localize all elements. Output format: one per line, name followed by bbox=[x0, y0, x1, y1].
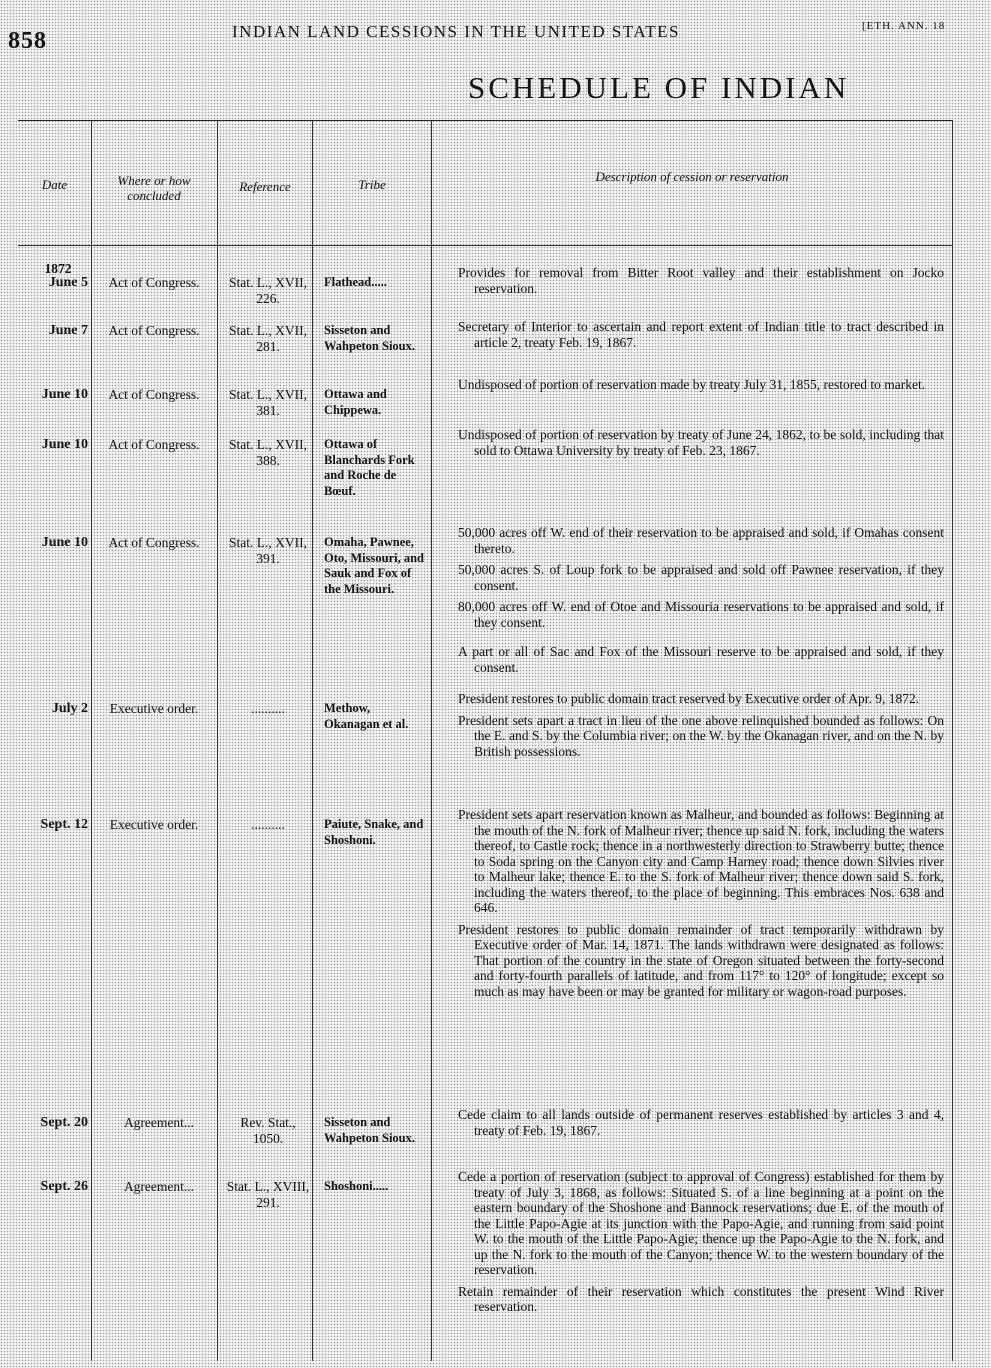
row-description bbox=[458, 265, 944, 302]
row-reference: Stat. L., XVII, 381. bbox=[229, 387, 307, 418]
column-divider bbox=[952, 121, 953, 1361]
row-where: Act of Congress. bbox=[108, 437, 200, 452]
row-date: Sept. 12 bbox=[40, 817, 88, 832]
row-description bbox=[458, 525, 944, 681]
row-reference: Stat. L., XVII, 391. bbox=[229, 535, 307, 566]
column-divider bbox=[312, 121, 313, 1361]
cession-table bbox=[18, 120, 953, 1361]
row-where: Executive order. bbox=[109, 817, 199, 832]
column-divider bbox=[91, 121, 92, 1361]
description-paragraph: A part or all of Sac and Fox of the Missouri reserve to be appraised and sold, if they consent. bbox=[458, 644, 944, 675]
row-description bbox=[458, 427, 944, 464]
schedule-title: SCHEDULE OF INDIAN bbox=[468, 70, 850, 105]
col-header-description: Description of cession or reservation bbox=[595, 169, 789, 184]
row-date: Sept. 26 bbox=[40, 1179, 88, 1194]
row-description bbox=[458, 319, 944, 356]
col-header-tribe: Tribe bbox=[358, 177, 386, 192]
row-reference: Rev. Stat., 1050. bbox=[240, 1115, 296, 1146]
description-paragraph: Cede a portion of reservation (subject to approval of Congress) established for them by treaty of July 3, 1868, as follows: Situated S. of a line beginning at a point on the eastern boundary of the Shoshone and Bannock reservations; due E. of the mouth of the Little Papo-Agie at its junction with the Papo-Agie, and running from said point W. to the mouth of the Little Papo-Agie; thence up the Papo-Agie to the N. fork, and up the N. fork to the mouth of the Canyon; thence W. to the western boundary of the reservation. bbox=[458, 1169, 944, 1277]
description-paragraph: Cede claim to all lands outside of permanent reserves established by articles 3 and 4, treaty of Feb. 19, 1867. bbox=[458, 1107, 944, 1138]
description-paragraph: President sets apart a tract in lieu of the one above relinquished bounded as follows: On the E. and S. by the Columbia river; on the W. by the Okanagan river, and on the N. by British possessions. bbox=[458, 712, 944, 759]
row-description bbox=[458, 691, 944, 765]
row-reference: .......... bbox=[251, 817, 285, 832]
row-date: June 10 bbox=[41, 437, 88, 452]
row-reference: Stat. L., XVIII, 291. bbox=[226, 1179, 310, 1210]
column-divider bbox=[431, 121, 432, 1361]
running-title: INDIAN LAND CESSIONS IN THE UNITED STATES bbox=[232, 22, 680, 41]
col-header-reference: Reference bbox=[239, 179, 291, 194]
page-number: 858 bbox=[8, 28, 47, 54]
row-reference: Stat. L., XVII, 226. bbox=[229, 275, 307, 306]
row-description bbox=[458, 807, 944, 1005]
row-description bbox=[458, 377, 944, 399]
row-where: Agreement... bbox=[123, 1179, 195, 1194]
row-date: June 10 bbox=[41, 387, 88, 402]
row-tribe: Omaha, Pawnee, Oto, Missouri, and Sauk and Fox of the Missouri. bbox=[324, 535, 425, 596]
row-date: June 10 bbox=[41, 535, 88, 550]
description-paragraph: 50,000 acres off W. end of their reservation to be appraised and sold, if Omahas consent thereto. bbox=[458, 525, 944, 556]
description-paragraph: President sets apart reservation known as Malheur, and bounded as follows: Beginning at the mouth of the N. fork of Malheur river; thence up said N. fork, including the waters thereof, to Castle rock; thence in a northwesterly direction to Strawberry butte; thence to Soda spring on the Canyon city and Camp Harney road; thence down Silvies river to Malheur lake; thence E. to the S. fork of Malheur river; thence down said S. fork, including the waters thereof, to the place of beginning. This embraces Nos. 638 and 646. bbox=[458, 807, 944, 915]
row-tribe: Sisseton and Wahpeton Sioux. bbox=[324, 323, 416, 353]
row-date: June 5 bbox=[48, 275, 88, 290]
row-where: Act of Congress. bbox=[108, 275, 200, 290]
row-where: Act of Congress. bbox=[108, 387, 200, 402]
row-tribe: Flathead..... bbox=[324, 275, 387, 289]
year-label: 1872 bbox=[44, 261, 72, 276]
row-tribe: Paiute, Snake, and Shoshoni. bbox=[324, 817, 424, 847]
row-tribe: Ottawa and Chippewa. bbox=[324, 387, 387, 417]
description-paragraph: President restores to public domain tract reserved by Executive order of Apr. 9, 1872. bbox=[458, 691, 920, 706]
row-reference: Stat. L., XVII, 388. bbox=[229, 437, 307, 468]
description-paragraph: Retain remainder of their reservation which constitutes the present Wind River reservation. bbox=[458, 1283, 944, 1314]
row-description bbox=[458, 1169, 944, 1321]
column-divider bbox=[217, 121, 218, 1361]
report-label: [ETH. ANN. 18 bbox=[862, 20, 946, 32]
row-where: Act of Congress. bbox=[108, 323, 200, 338]
description-paragraph: 80,000 acres off W. end of Otoe and Missouria reservations to be appraised and sold, if they consent. bbox=[458, 599, 944, 630]
description-paragraph: President restores to public domain remainder of tract temporarily withdrawn by Executive order of Mar. 14, 1871. The lands withdrawn were designated as follows: That portion of the country in the state of Oregon situated between the forty-second and forty-fourth parallels of latitude, and from 117° to 120° of longitude; except so much as may have been or may be granted for military or wagon-road purposes. bbox=[458, 921, 944, 999]
row-reference: .......... bbox=[251, 701, 285, 716]
row-where: Executive order. bbox=[109, 701, 199, 716]
col-header-date: Date bbox=[41, 177, 68, 192]
col-header-where: Where or how concluded bbox=[117, 173, 191, 203]
header-rule bbox=[18, 245, 953, 246]
running-header bbox=[0, 8, 991, 54]
row-description bbox=[458, 1107, 944, 1144]
row-tribe: Shoshoni..... bbox=[324, 1179, 389, 1193]
description-paragraph: 50,000 acres S. of Loup fork to be appraised and sold off Pawnee reservation, if they consent. bbox=[458, 562, 944, 593]
row-date: July 2 bbox=[51, 701, 88, 716]
row-where: Act of Congress. bbox=[108, 535, 200, 550]
row-tribe: Sisseton and Wahpeton Sioux. bbox=[324, 1115, 416, 1145]
description-paragraph: Provides for removal from Bitter Root valley and their establishment on Jocko reservation. bbox=[458, 265, 944, 296]
row-where: Agreement... bbox=[123, 1115, 195, 1130]
description-paragraph: Secretary of Interior to ascertain and report extent of Indian title to tract described in article 2, treaty Feb. 19, 1867. bbox=[458, 319, 944, 350]
row-tribe: Methow, Okanagan et al. bbox=[324, 701, 409, 731]
description-paragraph: Undisposed of portion of reservation by treaty of June 24, 1862, to be sold, including that sold to Ottawa University by treaty of Feb. 23, 1867. bbox=[458, 427, 944, 458]
row-date: Sept. 20 bbox=[40, 1115, 88, 1130]
row-reference: Stat. L., XVII, 281. bbox=[229, 323, 307, 354]
description-paragraph: Undisposed of portion of reservation made by treaty July 31, 1855, restored to market. bbox=[458, 377, 926, 392]
row-date: June 7 bbox=[48, 323, 88, 338]
row-tribe: Ottawa of Blanchards Fork and Roche de Bœuf. bbox=[324, 437, 415, 498]
